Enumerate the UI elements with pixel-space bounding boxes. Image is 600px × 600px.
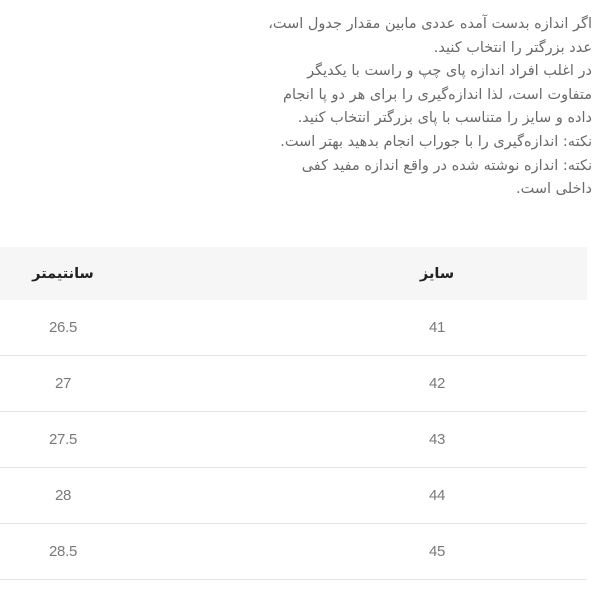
table-row [0,412,587,468]
table-row [0,356,587,412]
note-line: متفاوت است، لذا اندازه‌گیری را برای هر دو پا انجام [283,86,592,103]
centimeter-value: 28.5 [49,543,77,560]
note-line: نکته: اندازه‌گیری را با جوراب انجام بدهید بهتر است. [280,133,592,150]
size-value: 42 [428,375,446,392]
size-table [0,247,587,580]
size-value: 45 [428,543,446,560]
size-value: 41 [428,319,446,336]
centimeter-value: 27.5 [49,431,77,448]
note-line: اگر اندازه بدست آمده عددی مابین مقدار جدول است، [268,16,592,32]
note-line: داده و سایز را متناسب با پای بزرگتر انتخاب کنید. [297,110,592,127]
centimeter-value: 26.5 [49,319,77,336]
note-line: داخلی است. [516,181,592,198]
note-line: عدد بزرگتر را انتخاب کنید. [433,39,592,56]
note-line: در اغلب افراد اندازه پای چپ و راست با یکدیگر [307,63,592,80]
centimeter-value: 28 [54,487,72,504]
column-header-size: سایز [419,265,455,282]
table-row [0,300,587,356]
centimeter-value: 27 [54,375,72,392]
size-value: 43 [428,431,446,448]
table-row [0,468,587,524]
size-guide-notes [252,13,592,202]
column-header-centimeter: سانتیمتر [32,265,94,282]
table-row [0,524,587,580]
note-line: نکته: اندازه نوشته شده در واقع اندازه مفید کفی [301,157,592,174]
size-value: 44 [428,487,446,504]
table-header-row [0,247,587,300]
